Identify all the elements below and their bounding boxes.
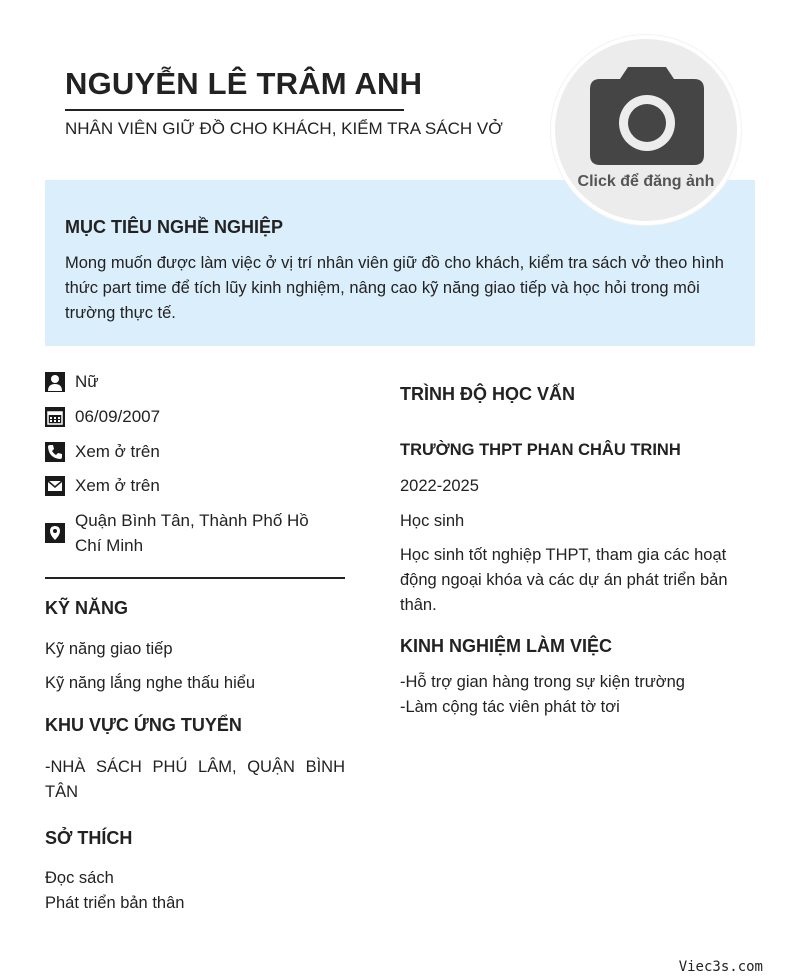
applied-position: NHÂN VIÊN GIỮ ĐỒ CHO KHÁCH, KIỂM TRA SÁCH VỞ: [65, 119, 503, 138]
education-role: Học sinh: [400, 512, 465, 530]
hobbies-title: SỞ THÍCH: [45, 828, 133, 848]
candidate-name: NGUYỄN LÊ TRÂM ANH: [65, 66, 423, 101]
objective-title: MỤC TIÊU NGHỀ NGHIỆP: [65, 217, 284, 237]
camera-icon: [590, 65, 704, 165]
location-pin-icon: [45, 523, 65, 543]
photo-upload-caption: Click để đăng ảnh: [577, 173, 715, 190]
area-title: KHU VỰC ỨNG TUYỂN: [45, 715, 242, 735]
hobby-item: Phát triển bản thân: [45, 894, 185, 912]
phone-icon: [45, 442, 65, 462]
education-description: Học sinh tốt nghiệp THPT, tham gia các hoạt động ngoại khóa và các dự án phát triển bản thân.: [400, 546, 728, 614]
birthday-value: 06/09/2007: [75, 407, 161, 426]
skill-item: Kỹ năng lắng nghe thấu hiểu: [45, 674, 256, 692]
skill-item: Kỹ năng giao tiếp: [45, 640, 173, 658]
experience-title: KINH NGHIỆM LÀM VIỆC: [400, 636, 613, 656]
experience-item: -Hỗ trợ gian hàng trong sự kiện trường: [400, 673, 685, 691]
experience-item: -Làm cộng tác viên phát tờ tơi: [400, 698, 620, 716]
envelope-icon: [45, 476, 65, 496]
email-value: Xem ở trên: [75, 476, 160, 495]
education-title: TRÌNH ĐỘ HỌC VẤN: [400, 384, 575, 404]
person-icon: [45, 372, 65, 392]
address-value: Quận Bình Tân, Thành Phố Hồ Chí Minh: [75, 511, 309, 555]
area-text: -NHÀ SÁCH PHÚ LÂM, QUẬN BÌNH TÂN: [45, 758, 345, 801]
calendar-icon: [45, 407, 65, 427]
school-name: TRƯỜNG THPT PHAN CHÂU TRINH: [400, 441, 681, 459]
phone-value: Xem ở trên: [75, 442, 160, 461]
section-divider: [45, 577, 345, 579]
objective-text: Mong muốn được làm việc ở vị trí nhân viên giữ đồ cho khách, kiểm tra sách vở theo hình thức part time để tích lũy kinh nghiệm, nâng cao kỹ năng giao tiếp và học hỏi trong môi trường thực tế.: [65, 254, 724, 322]
watermark: Viec3s.com: [678, 959, 763, 975]
gender-value: Nữ: [75, 372, 99, 391]
education-years: 2022-2025: [400, 477, 479, 495]
skills-title: KỸ NĂNG: [45, 598, 129, 618]
hobby-item: Đọc sách: [45, 869, 114, 887]
photo-upload[interactable]: [551, 35, 741, 225]
name-underline: [65, 109, 404, 111]
